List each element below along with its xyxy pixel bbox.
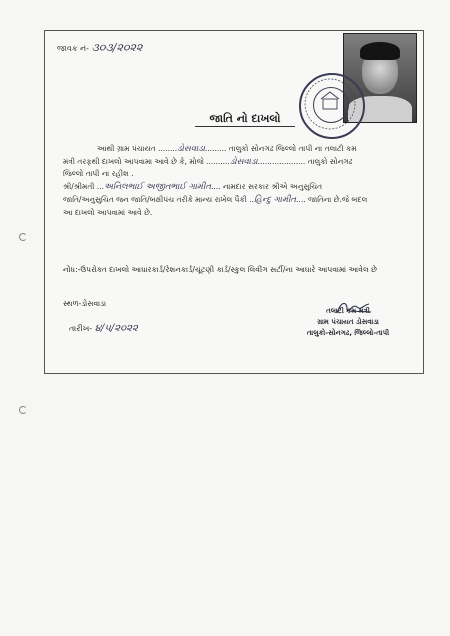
date-value: ૪/૫/૨૦૨૨: [94, 323, 138, 334]
signatory-designation: તલાટી કમ મંત્રી: [326, 307, 370, 315]
certificate-title: જાતિ નો દાખલો: [195, 112, 295, 127]
village-name-2: ડોસવાડા: [229, 157, 258, 167]
place-text: સ્થળ-ડોસવાડા: [63, 299, 107, 308]
body-line-3: જિલ્લો તાપી ના રહીશ .: [63, 169, 134, 178]
punch-hole-lower: [19, 406, 27, 414]
signatory-panchayat: ગ્રામ પંચાયત ડોસવાડા: [317, 318, 379, 326]
signatory-district: તાલુકો-સોનગઢ, જિલ્લો-તાપી: [306, 329, 390, 337]
panchayat-seal-icon: [299, 73, 365, 139]
body-line-5: જાતિ/અનુસુચિત જન જાતિ/બક્ષીપંચ તરીકે માન્ય રાખેલ પૈકી ..હિન્દુ ગામીત.... જાતિના છે.જે બદલ: [63, 195, 368, 205]
village-name: ડોસવાડા: [177, 144, 205, 154]
outward-label: જાવક નં-: [57, 44, 89, 53]
body-line-4: શ્રી/શ્રીમતી ...અનિલભાઈ અજીતભાઈ ગામીત.... નામદાર સરકાર શ્રીએ અનુસુચિત: [63, 182, 323, 192]
caste-name: હિન્દુ ગામીત: [254, 195, 297, 205]
outward-number-value: ૩૦૩/૨૦૨૨: [91, 41, 143, 54]
caste-certificate: [44, 30, 424, 374]
date-label: તારીખ-: [69, 324, 93, 333]
body-line-6: આ દાખલો આપવામાં આવે છે.: [63, 208, 153, 217]
body-line-1: આથી ગ્રામ પંચાયત ........ડોસવાડા......... તાલુકો સોનગઢ જિલ્લો તાપી ના તલાટી કમ: [97, 144, 357, 154]
date: [69, 323, 138, 334]
note-text: નોંધ:-ઉપરોક્ત દાખલો આધારકાર્ડ/રેશનકાર્ડ/ચૂંટણી કાર્ડ/સ્કુલ લિવીંગ સર્ટી/ના આધારે આપવામાં આવેલ છે: [63, 265, 377, 274]
body-line-2: મંત્રી તરફથી દાખલો આપવામા આવે છે કે, મોજે ..........ડોસવાડા.................... તાલુકો સોનગઢ: [63, 157, 353, 167]
signatory-block: [293, 306, 403, 339]
applicant-name: અનિલભાઈ અજીતભાઈ ગામીત: [104, 182, 211, 192]
photo-hair: [360, 42, 400, 60]
punch-hole-upper: [19, 233, 27, 241]
outward-number: [57, 41, 142, 55]
